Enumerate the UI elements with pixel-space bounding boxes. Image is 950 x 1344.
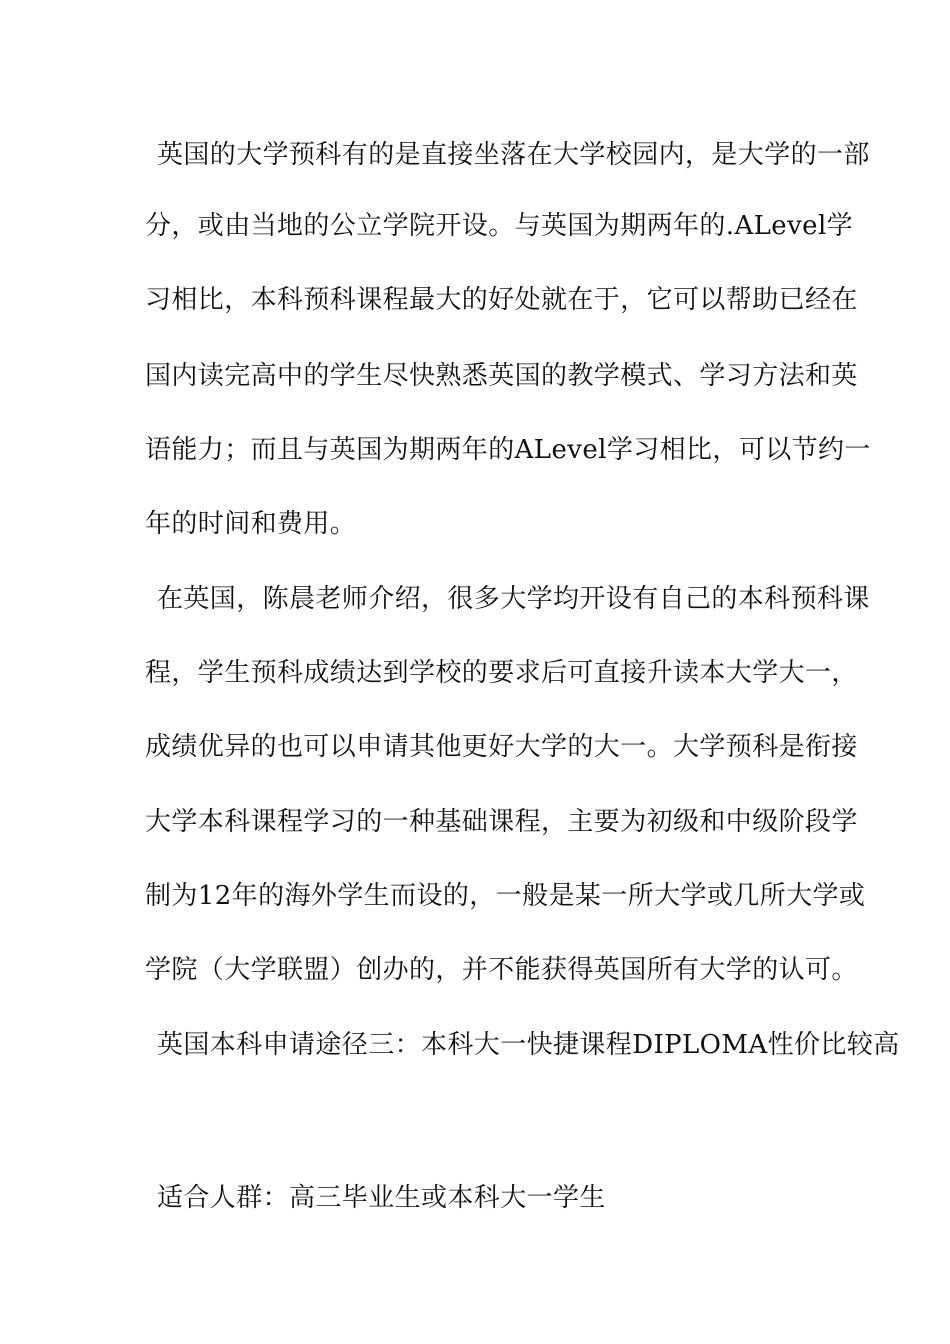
paragraph-2-line-5: 制为12年的海外学生而设的，一般是某一所大学或几所大学或 (145, 881, 866, 911)
paragraph-1-line-1: 英国的大学预科有的是直接坐落在大学校园内，是大学的一部 (157, 140, 870, 170)
section-heading: 英国本科申请途径三：本科大一快捷课程DIPLOMA性价比较高 (157, 1030, 900, 1060)
paragraph-2-line-3: 成绩优异的也可以申请其他更好大学的大一。大学预科是衔接 (145, 732, 858, 762)
paragraph-2-line-6: 学院（大学联盟）创办的，并不能获得英国所有大学的认可。 (145, 955, 858, 985)
paragraph-2-line-1: 在英国，陈晨老师介绍，很多大学均开设有自己的本科预科课 (157, 584, 870, 614)
target-audience-line: 适合人群：高三毕业生或本科大一学生 (157, 1183, 606, 1213)
paragraph-1-line-6: 年的时间和费用。 (145, 509, 357, 539)
paragraph-1-line-3: 习相比，本科预科课程最大的好处就在于，它可以帮助已经在 (145, 285, 858, 315)
paragraph-1-line-2: 分，或由当地的公立学院开设。与英国为期两年的.ALevel学 (145, 211, 854, 241)
paragraph-2-line-2: 程，学生预科成绩达到学校的要求后可直接升读本大学大一， (145, 658, 858, 688)
paragraph-2-line-4: 大学本科课程学习的一种基础课程，主要为初级和中级阶段学 (145, 807, 858, 837)
paragraph-1-line-4: 国内读完高中的学生尽快熟悉英国的教学模式、学习方法和英 (145, 361, 858, 391)
paragraph-1-line-5: 语能力；而且与英国为期两年的ALevel学习相比，可以节约一 (145, 435, 871, 465)
